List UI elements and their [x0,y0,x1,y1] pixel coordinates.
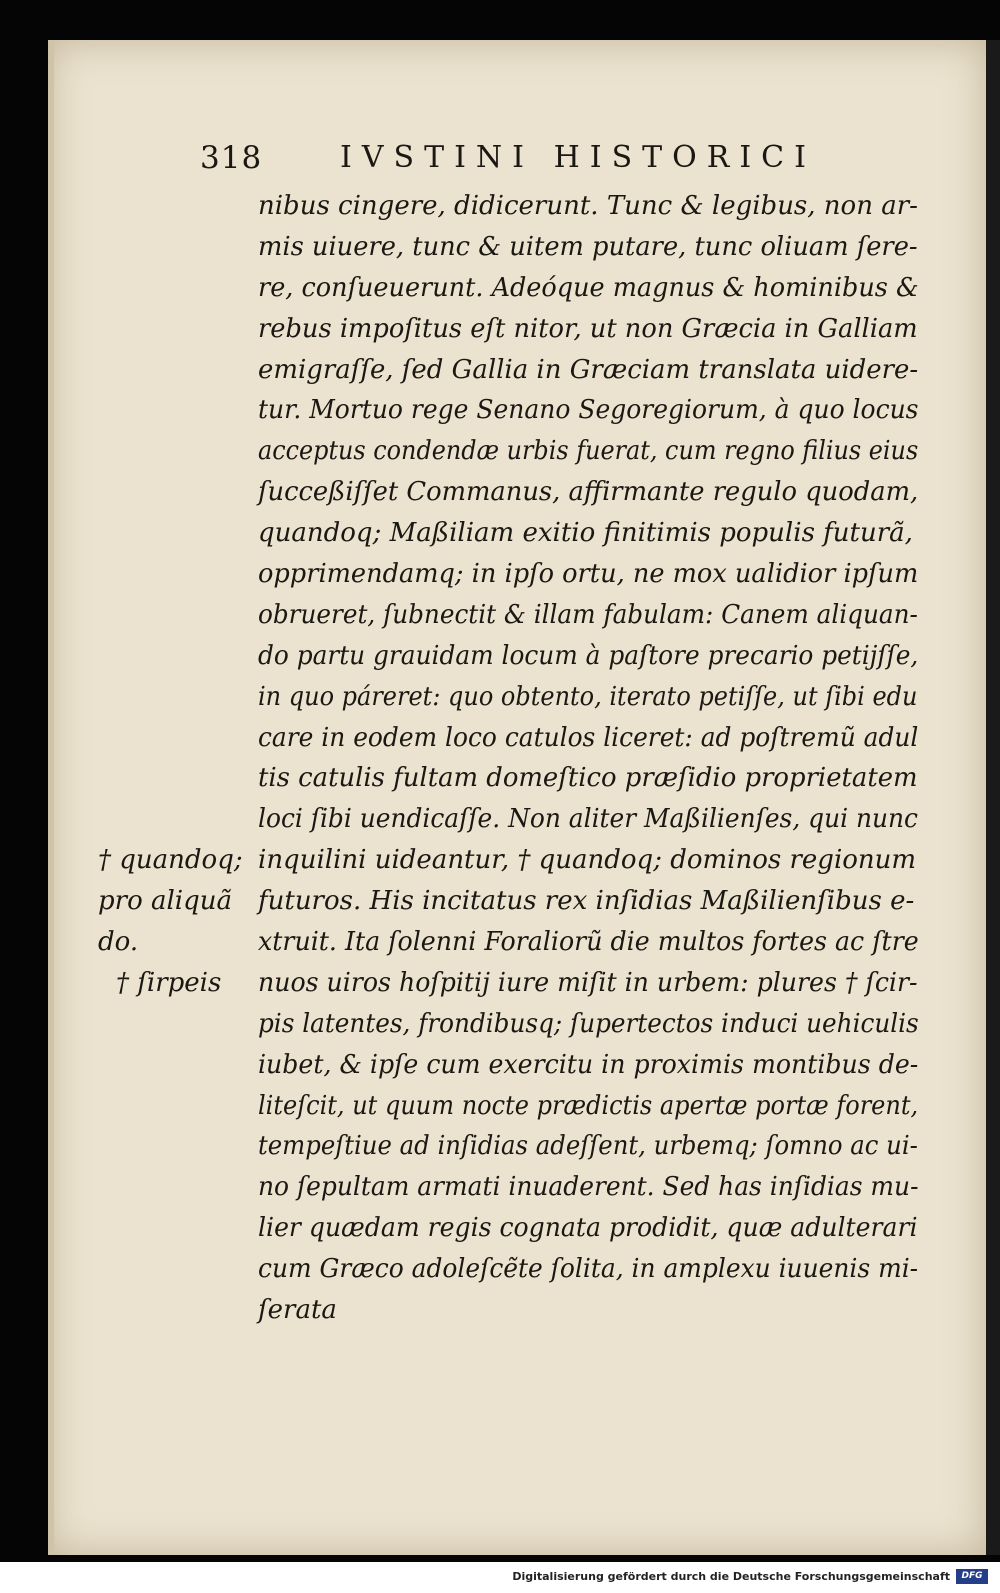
text-line: iubet, & ipſe cum exercitu in proximis montibus de- [258,1049,919,1080]
margin-note-line: pro aliquã [98,885,233,916]
funding-credit: Digitalisierung gefördert durch die Deutsche Forschungsgemeinschaft [512,1570,950,1583]
text-line: ſucceßiſſet Commanus, affirmante regulo quodam, [258,477,919,508]
text-line: loci ſibi uendicaſſe. Non aliter Maßilienſes, qui nunc [258,804,918,835]
text-line: in quo páreret: quo obtento, iterato petiſſe, ut ſibi edu [258,681,918,712]
text-line: cum Græco adoleſcẽte ſolita, in amplexu iuuenis mi- [258,1254,919,1285]
text-line: re, conſueuerunt. Adeóque magnus & hominibus & [258,272,919,303]
text-line: nuos uiros hoſpitij iure miſit in urbem: plures † ſcir- [258,967,918,998]
text-line: opprimendamq; in ipſo ortu, ne mox ualidior ipſum [258,559,919,590]
text-line: rebus impoſitus eſt nitor, ut non Græcia in Galliam [258,313,918,344]
text-line: mis uiuere, tunc & uitem putare, tunc oliuam ſere- [258,231,918,262]
dfg-logo: DFG [956,1569,988,1584]
text-line: acceptus condendæ urbis fuerat, cum regno filius eius [258,436,919,467]
text-line: quandoq; Maßiliam exitio finitimis populis futurã, [258,518,913,549]
text-line: nibus cingere, didicerunt. Tunc & legibus, non ar- [258,191,918,221]
text-line: tis catulis fultam domeſtico præſidio proprietatem [258,763,918,794]
footer-bar [0,1562,1000,1593]
margin-note-line: do. [98,926,139,957]
text-line: tur. Mortuo rege Senano Segoregiorum, à quo locus [258,395,919,426]
adjacent-page-edge [986,40,1000,1555]
page-gutter-edge [48,40,54,1555]
text-line: xtruit. Ita ſolenni Foraliorũ die multos fortes ac ſtre [258,927,919,958]
text-line: emigraſſe, ſed Gallia in Græciam translata uidere- [258,354,919,385]
text-line: ſerata [258,1295,337,1326]
margin-note-line: † ſirpeis [116,967,222,998]
running-title: IVSTINI HISTORICI [340,140,816,175]
body-text [258,186,918,1331]
margin-notes [98,840,248,1004]
text-line: inquilini uideantur, † quandoq; dominos regionum [258,845,917,876]
text-line: pis latentes, frondibusq; ſupertectos induci uehiculis [258,1008,919,1039]
page-number: 318 [200,140,263,176]
margin-note-line: † quandoq; [98,845,243,875]
running-head [200,140,830,180]
text-line: tempeſtiue ad inſidias adeſſent, urbemq; ſomno ac ui- [258,1131,918,1162]
text-line: obrueret, ſubnectit & illam fabulam: Canem aliquan- [258,599,918,630]
text-line: futuros. His incitatus rex inſidias Maßilienſibus e- [258,886,915,917]
text-line: do partu grauidam locum à paſtore precario petijſſe, [258,640,919,671]
text-line: lier quædam regis cognata prodidit, quæ adulterari [258,1213,918,1244]
text-line: no ſepultam armati inuaderent. Sed has inſidias mu- [258,1172,919,1203]
text-line: care in eodem loco catulos liceret: ad poſtremũ adul [258,722,919,753]
text-line: liteſcit, ut quum nocte prædictis apertæ portæ forent, [258,1090,919,1121]
